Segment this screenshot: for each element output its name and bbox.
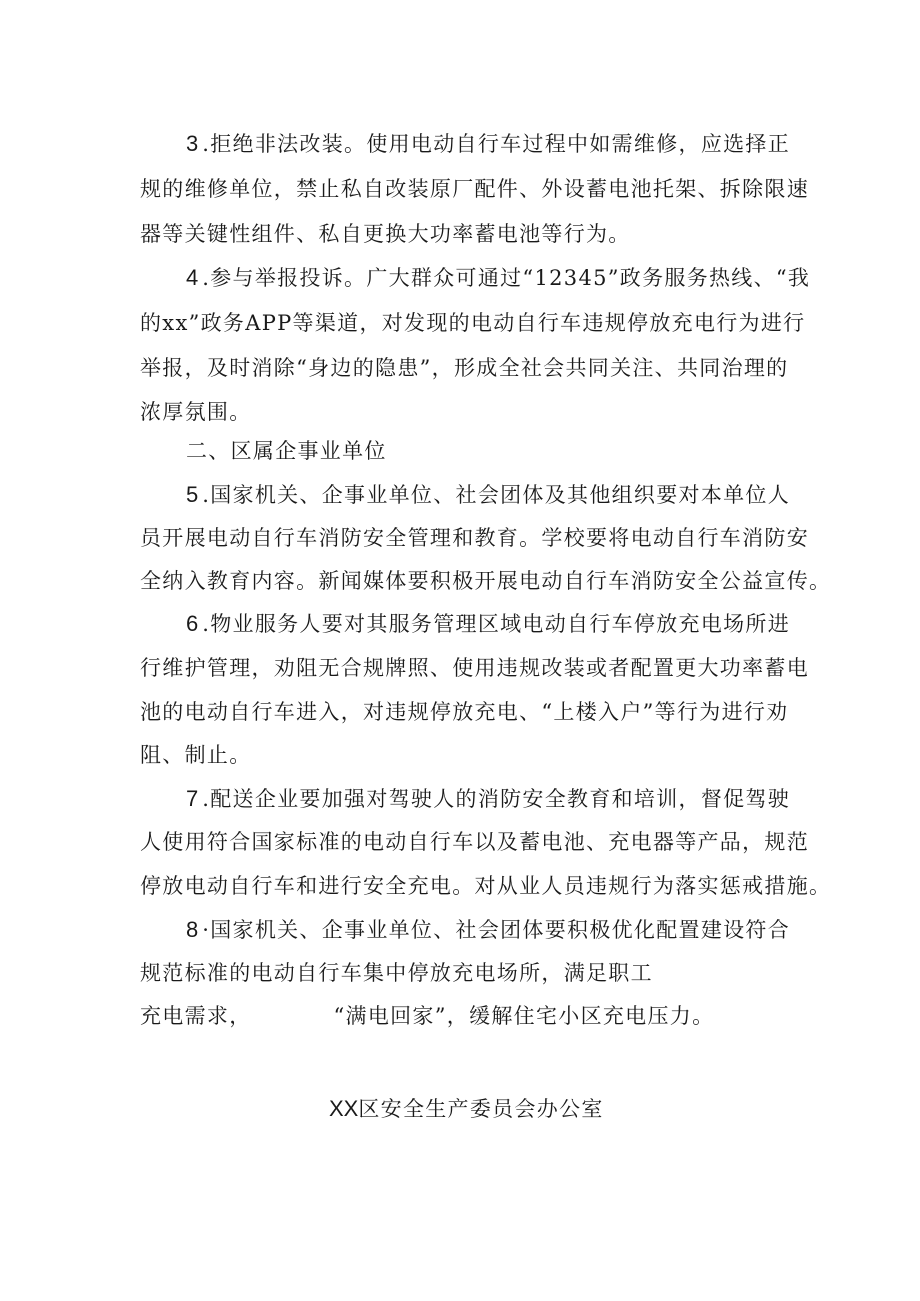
item-number-3: 3 [186, 131, 199, 156]
paragraph-6-line-4: 阻、制止。 [140, 743, 252, 767]
paragraph-5-text-1: .国家机关、企事业单位、社会团体及其他组织要对本单位人 [202, 483, 791, 507]
paragraph-4-line-2: 的xx”政务APP等渠道，对发现的电动自行车违规停放充电行为进行 [140, 311, 806, 335]
paragraph-3-line-1 [186, 124, 790, 164]
item-number-7: 7 [186, 786, 199, 811]
paragraph-3-line-2: 规的维修单位，禁止私自改装原厂配件、外设蓄电池托架、拆除限速 [140, 177, 809, 201]
paragraph-6-line-1 [186, 604, 790, 644]
paragraph-8-text-3a: 充电需求， [140, 1004, 252, 1028]
paragraph-4-line-1 [186, 258, 810, 298]
paragraph-5-line-1 [186, 475, 790, 515]
paragraph-7-text-1: .配送企业要加强对驾驶人的消防安全教育和培训，督促驾驶 [202, 787, 791, 811]
paragraph-8-text-1: ·国家机关、企事业单位、社会团体要积极优化配置建设符合 [202, 918, 791, 942]
paragraph-4-text-1: .参与举报投诉。广大群众可通过“12345”政务服务热线、“我 [202, 266, 811, 290]
paragraph-7-line-3: 停放电动自行车和进行安全充电。对从业人员违规行为落实惩戒措施。 [140, 874, 832, 898]
paragraph-6-line-3: 池的电动自行车进入，对违规停放充电、“上楼入户”等行为进行劝 [140, 700, 789, 724]
item-number-6: 6 [186, 611, 199, 636]
paragraph-8-line-3 [140, 996, 714, 1036]
paragraph-7-line-1 [186, 779, 790, 819]
paragraph-7-line-2: 人使用符合国家标准的电动自行车以及蓄电池、充电器等产品，规范 [140, 830, 809, 854]
paragraph-6-text-1: .物业服务人要对其服务管理区域电动自行车停放充电场所进 [202, 612, 791, 636]
paragraph-5-line-2: 员开展电动自行车消防安全管理和教育。学校要将电动自行车消防安 [140, 526, 809, 550]
paragraph-8-text-3b: “满电回家”，缓解住宅小区充电压力。 [333, 1004, 715, 1028]
signature-prefix: XX [329, 1096, 359, 1121]
section-2-heading: 二、区属企事业单位 [186, 439, 387, 463]
paragraph-8-line-2: 规范标准的电动自行车集中停放充电场所，满足职工 [140, 961, 653, 985]
item-number-5: 5 [186, 482, 199, 507]
paragraph-3-text-1: .拒绝非法改装。使用电动自行车过程中如需维修，应选择正 [202, 132, 791, 156]
paragraph-5-line-3: 全纳入教育内容。新闻媒体要积极开展电动自行车消防安全公益宣传。 [140, 569, 832, 593]
paragraph-3-line-3: 器等关键性组件、私自更换大功率蓄电池等行为。 [140, 222, 631, 246]
item-number-4: 4 [186, 265, 199, 290]
paragraph-6-line-2: 行维护管理，劝阻无合规牌照、使用违规改装或者配置更大功率蓄电 [140, 656, 809, 680]
signature-text: 区安全生产委员会办公室 [358, 1097, 604, 1121]
paragraph-4-line-4: 浓厚氛围。 [140, 400, 252, 424]
paragraph-4-line-3: 举报，及时消除“身边的隐患”，形成全社会共同关注、共同治理的 [140, 356, 789, 380]
item-number-8: 8 [186, 917, 199, 942]
paragraph-8-line-1 [186, 910, 790, 950]
signature-office [329, 1089, 604, 1129]
